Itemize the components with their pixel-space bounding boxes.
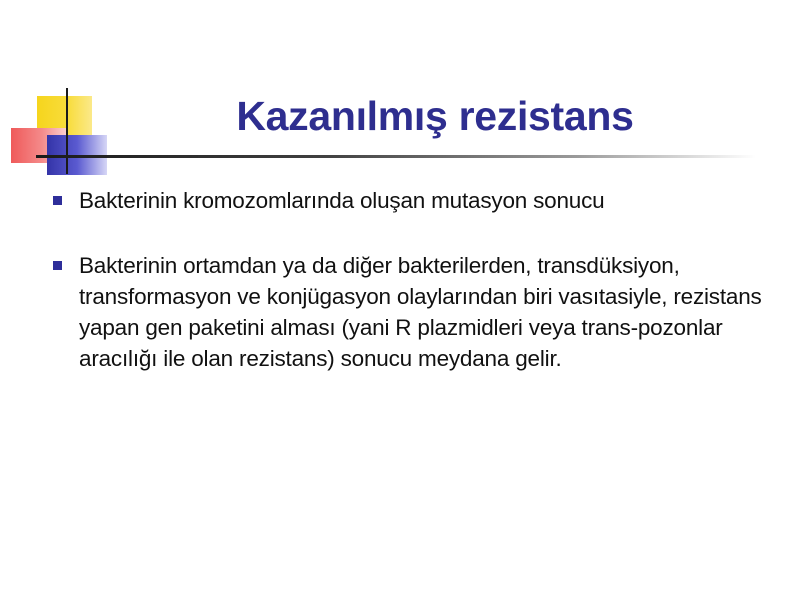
- bullet-text: Bakterinin ortamdan ya da diğer bakterilerden, transdüksiyon, transformasyon ve konjügasyon olaylarından biri vasıtasiyle, rezistans yapan gen paketini alması (yani R plazmidleri veya trans-pozonlar aracılığı ile olan rezistans) sonucu meydana gelir.: [79, 253, 762, 371]
- bullet-item: [50, 185, 785, 216]
- decorative-vertical-line: [66, 88, 68, 174]
- slide-title: Kazanılmış rezistans: [236, 93, 634, 139]
- bullet-item: [50, 250, 785, 374]
- square-bullet-icon: [53, 261, 62, 270]
- bullet-text: Bakterinin kromozomlarında oluşan mutasyon sonucu: [79, 188, 605, 213]
- square-bullet-icon: [53, 196, 62, 205]
- bullet-list: [50, 185, 785, 374]
- title-underline: [36, 155, 756, 158]
